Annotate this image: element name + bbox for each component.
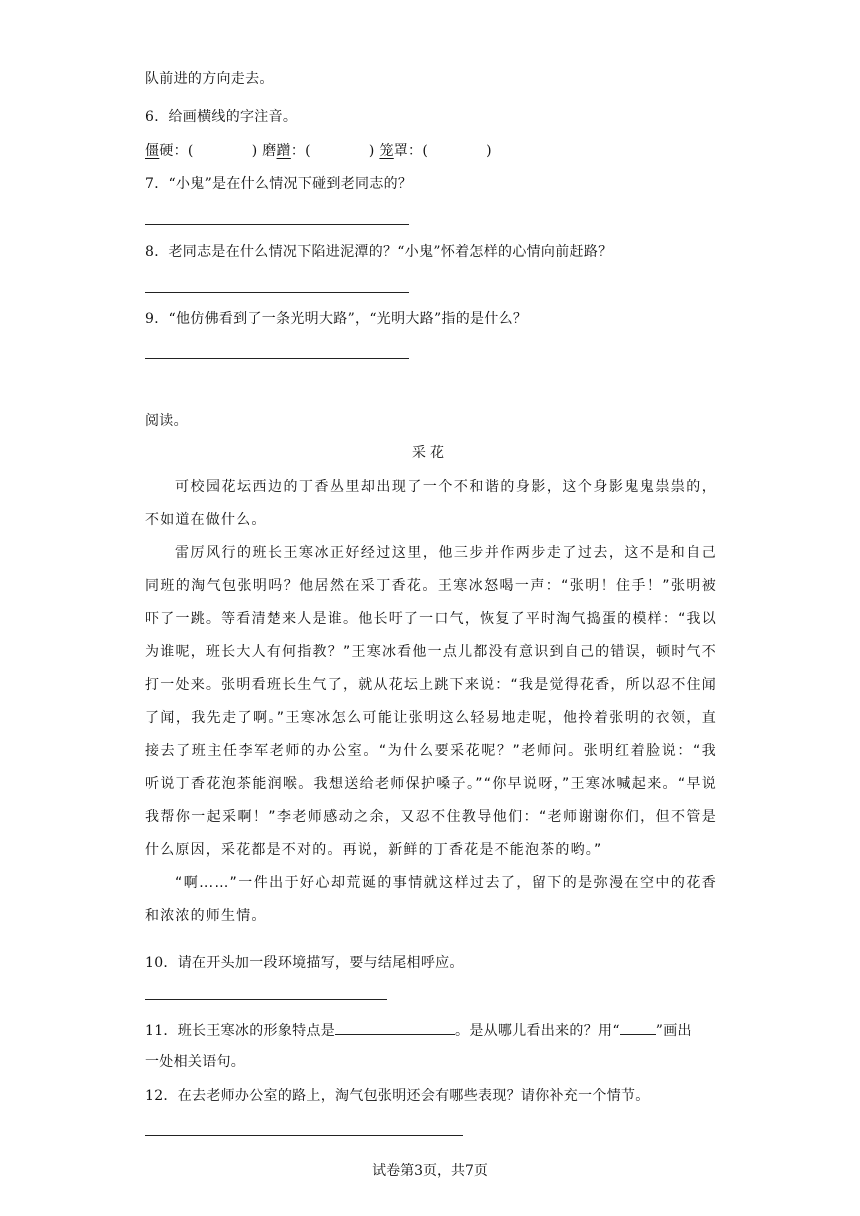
passage-title: 采花 [412,445,448,461]
item-1-rest: 硬：( [159,143,194,159]
question-11-line-2: 一处相关语句。 [145,1054,246,1070]
question-11-part-1: 11．班长王寒冰的形象特点是 [145,1023,336,1039]
answer-line-9[interactable] [145,358,409,359]
answer-blank-11b[interactable] [620,1020,656,1035]
question-12: 12．在去老师办公室的路上，淘气包张明还会有哪些表现？请你补充一个情节。 [145,1088,650,1104]
passage-body [145,471,717,933]
question-6-prompt: 6．给画横线的字注音。 [145,109,298,125]
close-paren-3: ) [486,143,492,159]
question-6-items [145,141,492,161]
close-paren-2: ) [368,143,375,159]
answer-blank-11a[interactable] [335,1020,455,1035]
passage-paragraph-2: 雷厉风行的班长王寒冰正好经过这里，他三步并作两步走了过去，这不是和自己同班的淘气包张明吗？他居然在采丁香花。王寒冰怒喝一声：“张明！住手！”张明被吓了一跳。等看清楚来人是谁。他长吁了一口气，恢复了平时淘气捣蛋的模样：“我以为谁呢，班长大人有何指教？”王寒冰看他一点儿都没有意识到自己的错误，顿时气不打一处来。张明看班长生气了，就从花坛上跳下来说：“我是觉得花香，所以忍不住闻了闻，我先走了啊。”王寒冰怎么可能让张明这么轻易地走呢，他拎着张明的衣领，直接去了班主任李军老师的办公室。“为什么要采花呢？”老师问。张明红着脸说：“我听说丁香花泡茶能润喉。我想送给老师保护嗓子。”“你早说呀，”王寒冰喊起来。“早说我帮你一起采啊！”李老师感动之余，又忍不住教导他们：“老师谢谢你们，但不管是什么原因，采花都是不对的。再说，新鲜的丁香花是不能泡茶的哟。” [145,545,717,858]
underlined-char-1: 僵 [145,143,160,159]
continued-text: 队前进的方向走去。 [145,71,274,87]
answer-line-10[interactable] [145,999,387,1000]
question-9: 9．“他仿佛看到了一条光明大路”，“光明大路”指的是什么？ [145,311,528,327]
underlined-char-3: 笼 [379,143,394,159]
item-3-rest: 罩：( [393,143,429,159]
close-paren-1: ) [251,143,258,159]
question-11 [145,1020,692,1041]
question-7: 7．“小鬼”是在什么情况下碰到老同志的？ [145,176,413,192]
question-11-part-2: 。是从哪儿看出来的？用“ [455,1023,620,1039]
item-2-rest: ：( [290,143,311,159]
reading-heading: 阅读。 [145,413,188,429]
question-10: 10．请在开头加一段环境描写，要与结尾相呼应。 [145,955,464,971]
question-11-part-3: ”画出 [655,1023,692,1039]
page-footer: 试卷第3页，共7页 [372,1163,488,1179]
answer-line-8[interactable] [145,292,409,293]
question-8: 8．老同志是在什么情况下陷进泥潭的？“小鬼”怀着怎样的心情向前赶路？ [145,244,613,260]
answer-line-7[interactable] [145,224,409,225]
passage-paragraph-1: 可校园花坛西边的丁香丛里却出现了一个不和谐的身影，这个身影鬼鬼祟祟的，不如道在做什么。 [145,479,717,528]
item-2-pre: 磨 [262,143,277,159]
answer-line-12[interactable] [145,1135,463,1136]
underlined-char-2: 蹭 [276,143,291,159]
passage-paragraph-3: “啊……”一件出于好心却荒诞的事情就这样过去了，留下的是弥漫在空中的花香和浓浓的师生情。 [145,875,717,924]
